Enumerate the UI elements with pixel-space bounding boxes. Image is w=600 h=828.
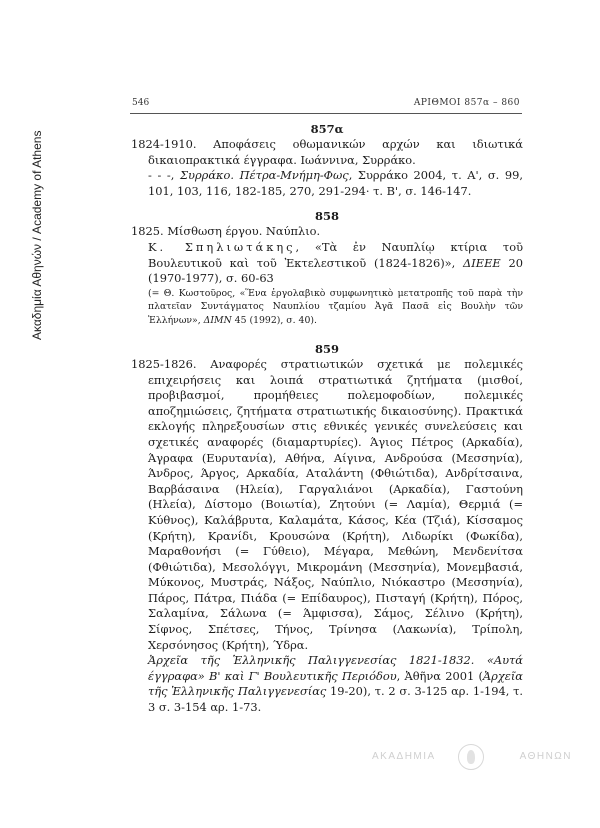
sidebar-vertical-text <box>12 40 44 340</box>
entry-heading: 1825. Μίσθωση έργου. Ναύπλιο. <box>131 224 321 239</box>
ref-series: Ἀρχεῖα τῆς Ἑλληνικῆς Παλιγγενεσίας <box>148 668 523 699</box>
entry-note <box>131 287 523 327</box>
running-title: ΑΡΙΘΜΟΙ 857α – 860 <box>413 98 520 108</box>
running-head <box>132 98 520 112</box>
entry-number: 858 <box>314 209 339 224</box>
note-tail: 45 (1992), σ. 40). <box>231 314 317 326</box>
ref-rest: , Συρράκο 2004, τ. Α', σ. 99, 101, 103, 116, 182-185, 270, 291-294· τ. Β', σ. 146-147. <box>148 168 523 198</box>
entry-heading: 1825-1826. Αναφορές στρατιωτικών σχετικά με πολεμικές επιχειρήσεις και λοιπά στρατιωτικά ζητήματα (μισθοί, προβιβασμοί, προμήθειες πολεμοφοδίων, πολεμικές αποζημιώσεις, ζητήματα στρατιωτικής δικαιοσύνης). Πρακτικά εκλογής πληρεξουσίων στις εθνικές γενικές συνελεύσεις και σχετικές αναφορές (διαμαρτυρίες). Άγιος Πέτρος (Αρκαδία), Άγραφα (Ευρυτανία), Αθήνα, Αίγινα, Ανδρούσα (Μεσσηνία), Άνδρος, Άργος, Αρκαδία, Αταλάντη (Φθιώτιδα), Ανδρίτσαινα, Βαρβάσαινα (Ηλεία), Γαργαλιάνοι (Αρκαδία), Γαστούνη (Ηλεία), Δίστομο (Βοιωτία), Ζητούνι (= Λαμία), Θερμιά (= Κύθνος), Καλάβρυτα, Καλαμάτα, Κάσος, Κέα (Τζιά), Κίσσαμος (Κρήτη), Κρανίδι, Κρουσώνα (Κρήτη), Λιδωρίκι (Φωκίδα), Μαραθονήσι (= Γύθειο), Μέγαρα, Μεθώνη, Μενδενίτσα (Φθιώτιδα), Μεσολόγγι, Μικρομάνη (Μεσσηνία), Μονεμβασιά, Μύκονος, Μυστράς, Νάξος, Ναύπλιο, Νιόκαστρο (Μεσσηνία), Πάρος, Πάτρα, Πιάδα (= Επίδαυρος), Πισταγή (Κρήτη), Πόρος, Σαλαμίνα, Σάλωνα (= Άμφισσα), Σάμος, Σέλινο (Κρήτη), Σίφνος, Σπέτσες, Τήνος, Τρίνησα (Λακωνία), Τρίπολη, Χερσόνησος (Κρήτη), Ύδρα. <box>131 356 523 652</box>
ref-text: , «Τὰ ἐν Ναυπλίῳ κτίρια τοῦ Βουλευτικοῦ καὶ τοῦ Ἐκτελεστικοῦ (1824-1826)», <box>148 239 524 270</box>
ref-author: Κ. Σπηλιωτάκης <box>148 239 296 254</box>
entry-859 <box>131 341 523 716</box>
entry-858 <box>131 208 523 327</box>
entry-857a <box>131 121 523 199</box>
entry-number: 857α <box>310 122 344 136</box>
page-body <box>131 121 523 716</box>
entry-reference <box>131 168 523 199</box>
spacer <box>131 199 523 208</box>
entry-heading: 1824-1910. Αποφάσεις οθωμανικών αρχών και ιδιωτικά δικαιοπρακτικά έγγραφα. Ιωάννινα, Συρράκο. <box>131 137 523 167</box>
ref-mid: , Ἀθῆνα 2001 ( <box>396 668 483 683</box>
ref-title: Συρράκο. Πέτρα-Μνήμη-Φως <box>179 168 349 183</box>
watermark-right-text: ΑΘΗΝΩΝ <box>519 751 572 762</box>
watermark-left-text: ΑΚΑΔΗΜΙΑ <box>372 751 436 762</box>
ref-end: 19-20), τ. 2 σ. 3-125 αρ. 1-194, τ. 3 σ. 3-154 αρ. 1-73. <box>148 684 523 715</box>
note-text: (= Θ. Κωστοῦρος, «Ἕνα ἐργολαβικὸ συμφωνητικὸ μετατροπῆς τοῦ παρὰ τὴν πλατεῖαν Συντάγματος Ναυπλίου τζαμίου Ἀγᾶ Πασᾶ εἰς Βουλὴν τῶν Ἑλλήνων», <box>148 287 523 326</box>
athena-seal-icon <box>458 744 484 770</box>
ref-italic-title: Ἀρχεῖα τῆς Ἑλληνικῆς Παλιγγενεσίας 1821-1832. «Αυτά έγγραφα» Β' καὶ Γ' Βουλευτικῆς Περιόδου <box>148 653 523 683</box>
note-journal: ΔΙΜΝ <box>203 314 232 326</box>
sidebar-label: Ακαδημία Αθηνών / Academy of Athens <box>30 130 44 340</box>
entry-reference <box>131 653 523 715</box>
entry-number: 859 <box>314 341 339 356</box>
ref-journal: ΔΙΕΕΕ <box>463 255 501 270</box>
ref-prefix: - - -, <box>148 168 180 183</box>
page-number: 546 <box>132 98 150 108</box>
academy-watermark <box>372 744 572 770</box>
header-rule <box>130 113 522 114</box>
entry-reference <box>131 240 523 287</box>
spacer <box>131 327 523 341</box>
ref-tail: 20 (1970-1977), σ. 60-63 <box>148 255 523 286</box>
